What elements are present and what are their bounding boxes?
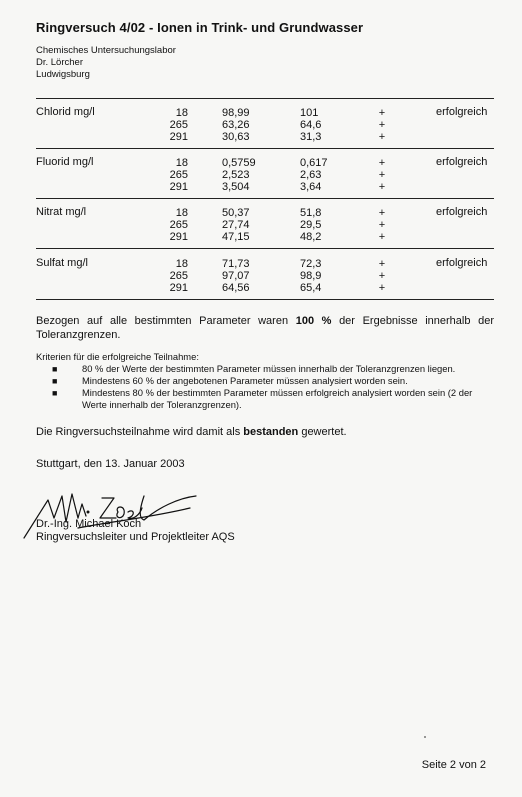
sample-id: 265 [169, 219, 188, 231]
pass-mark: + [378, 157, 386, 169]
pass-mark: + [378, 181, 386, 193]
pass-mark: + [378, 282, 386, 294]
param-label: Fluorid mg/l [36, 156, 94, 168]
pass-mark: + [378, 131, 386, 143]
pass-mark: + [378, 231, 386, 243]
list-item: ■ Mindestens 80 % der bestimmten Parameter müssen erfolgreich analysiert worden sein (2 der Werte innerhalb der Toleranzgrenzen). [52, 387, 473, 410]
sample-id: 291 [169, 181, 188, 193]
param-label: Nitrat mg/l [36, 206, 87, 218]
pass-mark: + [378, 169, 386, 181]
pass-mark: + [378, 219, 386, 231]
reference-value: 2,63 [300, 169, 322, 181]
lab-city: Ludwigsburg [36, 69, 90, 80]
bullet-icon: ■ [52, 376, 58, 386]
reference-value: 0,617 [300, 157, 328, 169]
criteria-heading: Kriterien für die erfolgreiche Teilnahme: [36, 351, 199, 362]
param-label: Chlorid mg/l [36, 106, 95, 118]
sample-id: 18 [175, 107, 188, 119]
table-rule [36, 198, 494, 199]
result-status: erfolgreich [436, 257, 488, 269]
sample-id: 265 [169, 270, 188, 282]
reference-value: 72,3 [300, 258, 322, 270]
reference-value: 98,9 [300, 270, 322, 282]
signatory-name: Dr.-Ing. Michael Koch [36, 518, 142, 530]
pass-mark: + [378, 107, 386, 119]
sample-id: 291 [169, 231, 188, 243]
measured-value: 0,5759 [222, 157, 256, 169]
measured-value: 64,56 [222, 282, 250, 294]
bullet-icon: ■ [52, 364, 58, 374]
sample-id: 18 [175, 258, 188, 270]
measured-value: 30,63 [222, 131, 250, 143]
document-title: Ringversuch 4/02 - Ionen in Trink- und Grundwasser [36, 20, 364, 35]
bullet-icon: ■ [52, 388, 58, 398]
criteria-block [36, 351, 496, 411]
sample-id: 18 [175, 207, 188, 219]
summary-text: Bezogen auf alle bestimmten Parameter waren 100 % der Ergebnisse innerhalb der Toleranzgrenzen. [36, 315, 494, 341]
list-item: ■ 80 % der Werte der bestimmten Parameter müssen innerhalb der Toleranzgrenzen liegen. [52, 363, 456, 374]
measured-value: 98,99 [222, 107, 250, 119]
measured-value: 47,15 [222, 231, 250, 243]
table-rule [36, 248, 494, 249]
place-date: Stuttgart, den 13. Januar 2003 [36, 458, 185, 470]
table-rule-bottom [36, 299, 494, 300]
lab-person: Dr. Lörcher [36, 57, 83, 68]
pass-mark: + [378, 270, 386, 282]
result-status: erfolgreich [436, 206, 488, 218]
sample-id: 291 [169, 282, 188, 294]
reference-value: 48,2 [300, 231, 322, 243]
measured-value: 63,26 [222, 119, 250, 131]
reference-value: 3,64 [300, 181, 322, 193]
page-number: Seite 2 von 2 [421, 759, 486, 771]
reference-value: 64,6 [300, 119, 322, 131]
signatory-role: Ringversuchsleiter und Projektleiter AQS [36, 531, 235, 543]
lab-name: Chemisches Untersuchungslabor [36, 45, 176, 56]
sample-id: 18 [175, 157, 188, 169]
reference-value: 51,8 [300, 207, 322, 219]
measured-value: 27,74 [222, 219, 250, 231]
measured-value: 2,523 [222, 169, 250, 181]
summary-percent: 100 % [295, 315, 332, 327]
reference-value: 65,4 [300, 282, 322, 294]
sample-id: 265 [169, 169, 188, 181]
table-rule-top [36, 98, 494, 99]
result-status: erfolgreich [436, 156, 488, 168]
reference-value: 101 [300, 107, 319, 119]
lab-address [36, 45, 176, 81]
criteria-list [36, 363, 496, 411]
table-rule [36, 148, 494, 149]
measured-value: 50,37 [222, 207, 250, 219]
scan-speck [424, 736, 426, 738]
pass-mark: + [378, 258, 386, 270]
param-label: Sulfat mg/l [36, 257, 88, 269]
pass-mark: + [378, 119, 386, 131]
sample-id: 265 [169, 119, 188, 131]
reference-value: 31,3 [300, 131, 322, 143]
verdict-text: Die Ringversuchsteilnahme wird damit als bestanden gewertet. [36, 426, 347, 438]
pass-mark: + [378, 207, 386, 219]
reference-value: 29,5 [300, 219, 322, 231]
measured-value: 3,504 [222, 181, 250, 193]
sample-id: 291 [169, 131, 188, 143]
list-item: ■ Mindestens 60 % der angebotenen Parameter müssen analysiert worden sein. [52, 375, 408, 386]
measured-value: 97,07 [222, 270, 250, 282]
measured-value: 71,73 [222, 258, 250, 270]
verdict-status: bestanden [243, 426, 299, 438]
result-status: erfolgreich [436, 106, 488, 118]
